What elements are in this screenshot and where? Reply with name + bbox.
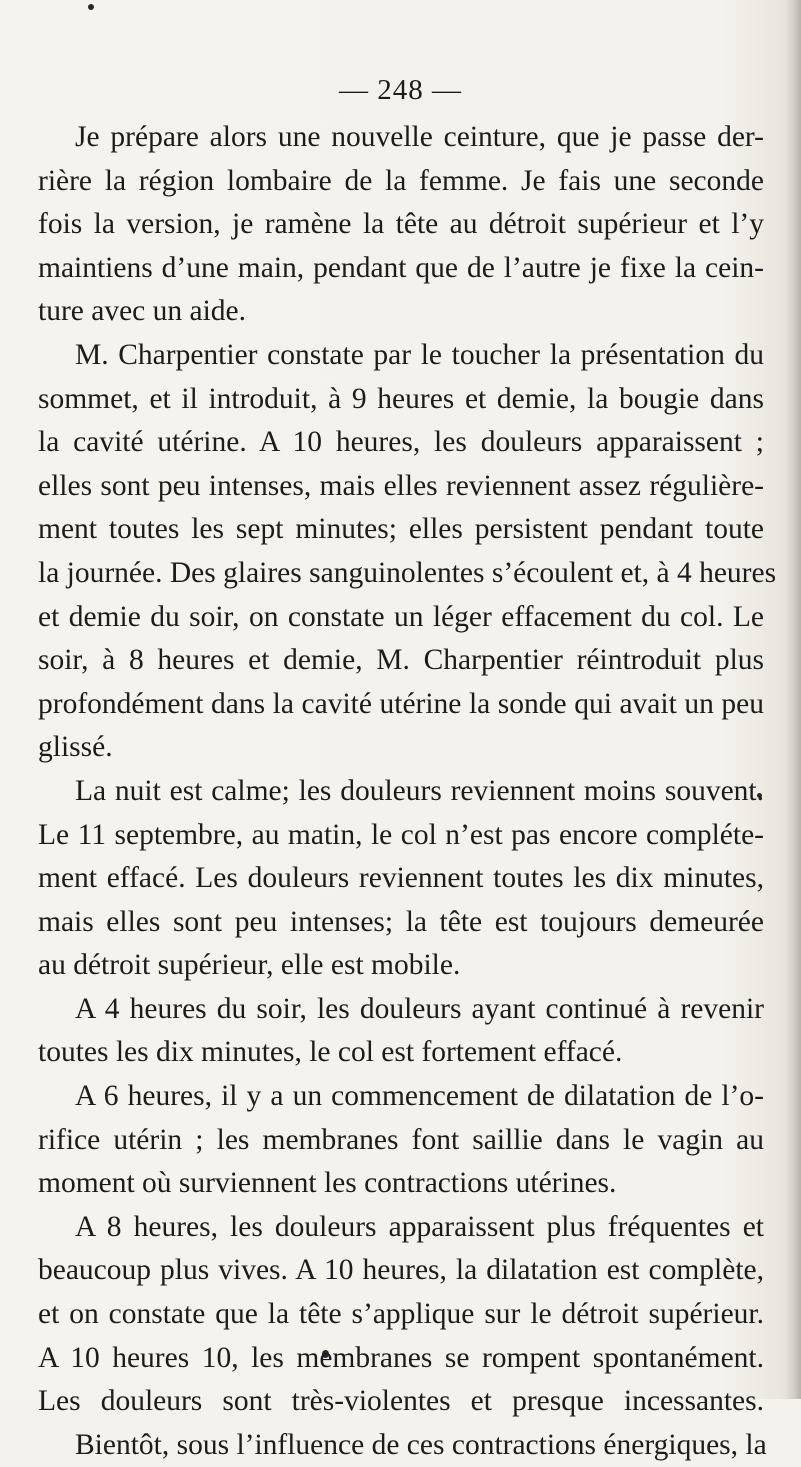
body-text: [38, 116, 777, 1467]
text-line: et on constate que la tête s’applique sur le détroit supérieur.: [38, 1298, 764, 1331]
text-line: A 6 heures, il y a un commencement de dilatation de l’o-: [75, 1080, 764, 1113]
text-line: beaucoup plus vives. A 10 heures, la dilatation est complète,: [38, 1254, 764, 1287]
text-line: la cavité utérine. A 10 heures, les douleurs apparaissent ;: [38, 426, 764, 459]
text-line: Le 11 septembre, au matin, le col n’est pas encore compléte-: [38, 818, 764, 851]
text-line: mais elles sont peu intenses; la tête est toujours demeurée: [38, 905, 764, 938]
text-line: rière la région lombaire de la femme. Je fais une seconde: [38, 164, 764, 197]
text-line: rifice utérin ; les membranes font saillie dans le vagin au: [38, 1123, 764, 1156]
text-line: glissé.: [38, 731, 113, 764]
text-line: Les douleurs sont très-violentes et presque incessantes.: [38, 1385, 764, 1418]
text-line: fois la version, je ramène la tête au détroit supérieur et l’y: [38, 208, 764, 241]
text-line: La nuit est calme; les douleurs reviennent moins souvent.: [75, 774, 764, 807]
text-line: ment toutes les sept minutes; elles persistent pendant toute: [38, 513, 764, 546]
page-edge-shadow: [785, 0, 801, 1399]
text-line: A 8 heures, les douleurs apparaissent plus fréquentes et: [75, 1210, 764, 1243]
text-line: ture avec un aide.: [38, 295, 247, 328]
text-line: moment où surviennent les contractions utérines.: [38, 1167, 617, 1200]
text-line: A 4 heures du soir, les douleurs ayant continué à revenir: [75, 992, 764, 1025]
page-number: — 248 —: [339, 74, 462, 106]
text-line: la journée. Des glaires sanguinolentes s’écoulent et, à 4 heures: [38, 556, 777, 589]
text-line: maintiens d’une main, pendant que de l’autre je fixe la cein-: [38, 251, 764, 284]
text-line: soir, à 8 heures et demie, M. Charpentier réintroduit plus: [38, 644, 764, 677]
text-line: Je prépare alors une nouvelle ceinture, que je passe der-: [75, 121, 764, 153]
text-line: A 10 heures 10, les membranes se rompent spontanément.: [38, 1341, 764, 1374]
text-line: au détroit supérieur, elle est mobile.: [38, 949, 461, 982]
text-line: et demie du soir, on constate un léger effacement du col. Le: [38, 600, 764, 633]
text-line: sommet, et il introduit, à 9 heures et demie, la bougie dans: [38, 382, 764, 415]
text-line: toutes les dix minutes, le col est fortement effacé.: [38, 1036, 623, 1069]
text-line: elles sont peu intenses, mais elles reviennent assez régulière-: [38, 469, 764, 502]
ink-speck: [88, 4, 94, 10]
text-line: M. Charpentier constate par le toucher la présentation du: [75, 338, 764, 371]
text-line: ment effacé. Les douleurs reviennent toutes les dix minutes,: [38, 862, 764, 895]
text-line: Bientôt, sous l’influence de ces contractions énergiques, la: [75, 1428, 767, 1461]
text-line: profondément dans la cavité utérine la sonde qui avait un peu: [38, 687, 764, 720]
